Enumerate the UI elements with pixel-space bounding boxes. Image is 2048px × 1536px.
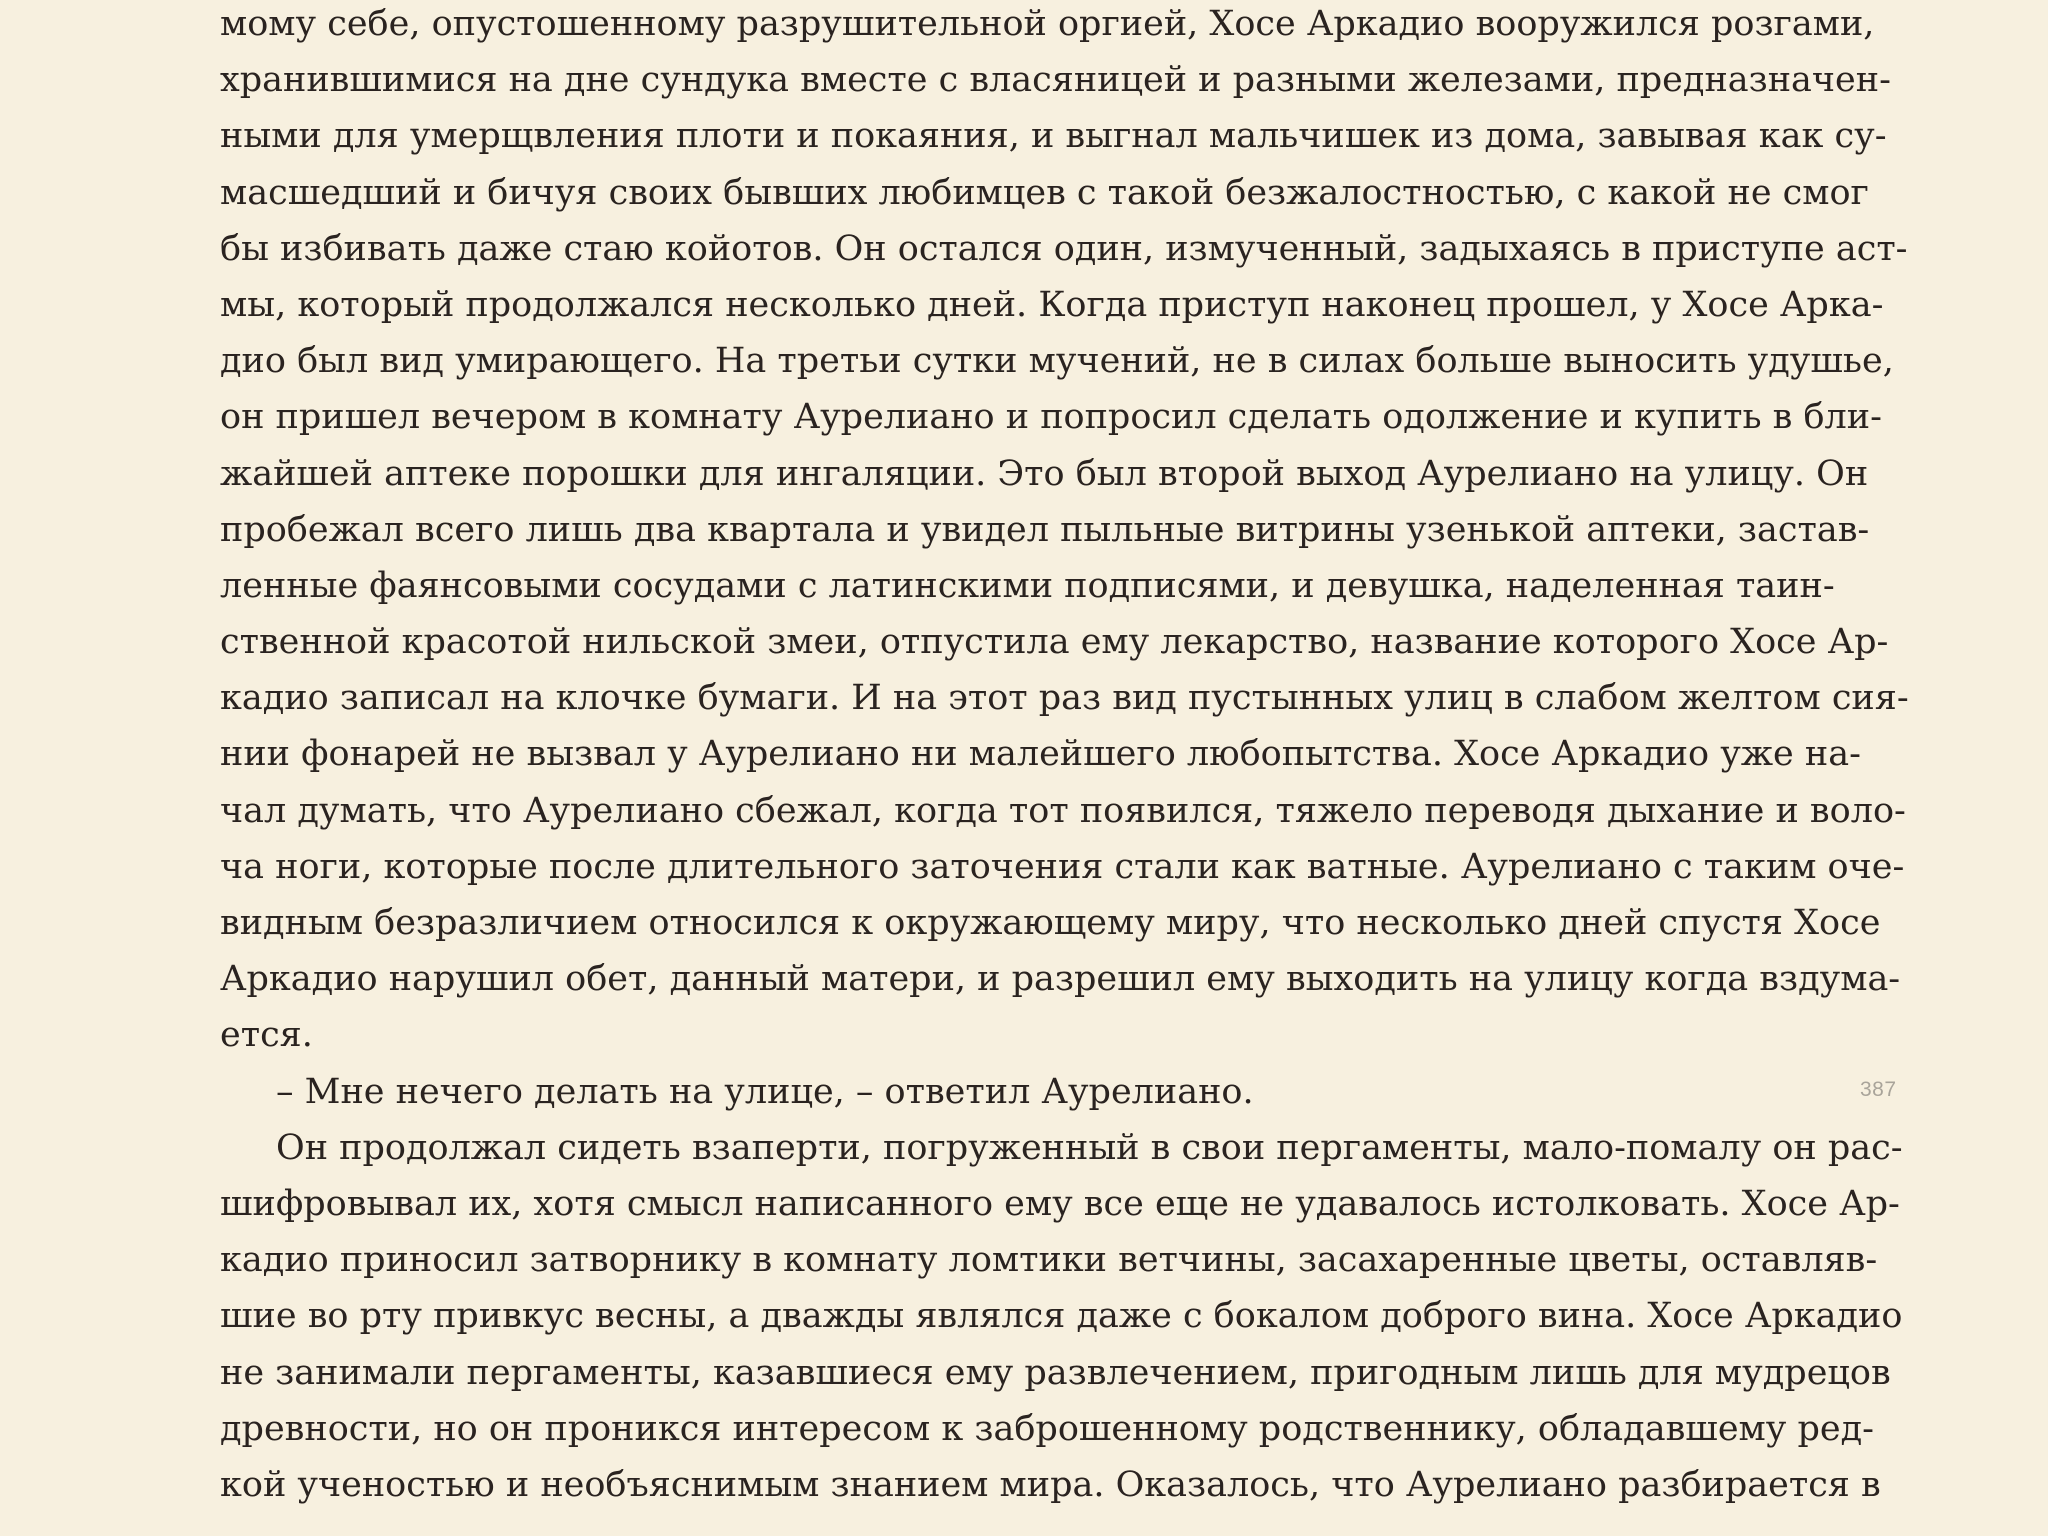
text-line: ными для умерщвления плоти и покаяния, и выгнал мальчишек из дома, завывая как су- (220, 116, 1887, 157)
text-line: нии фонарей не вызвал у Аурелиано ни малейшего любопытства. Хосе Аркадио уже на- (220, 734, 1861, 775)
text-line: кадио приносил затворнику в комнату ломтики ветчины, засахаренные цветы, оставляв- (220, 1240, 1878, 1281)
text-line: мы, который продолжался несколько дней. Когда приступ наконец прошел, у Хосе Арка- (220, 284, 1884, 325)
text-line: хранившимися на дне сундука вместе с власяницей и разными железами, предназначен- (220, 60, 1891, 101)
text-line: жайшей аптеке порошки для ингаляции. Это был второй выход Аурелиано на улицу. Он (220, 453, 1869, 494)
text-line: пробежал всего лишь два квартала и увидел пыльные витрины узенькой аптеки, застав- (220, 509, 1870, 550)
text-line: Аркадио нарушил обет, данный матери, и разрешил ему выходить на улицу когда вздума- (220, 959, 1901, 1000)
text-line: он пришел вечером в комнату Аурелиано и попросил сделать одолжение и купить в бли- (220, 397, 1882, 438)
text-line: масшедший и бичуя своих бывших любимцев с такой безжалостностью, с какой не смог (220, 172, 1869, 213)
paragraph-end-line: ется. (220, 1015, 313, 1056)
paragraph-start-line: Он продолжал сидеть взаперти, погруженный в свои пергаменты, мало-помалу он рас- (276, 1127, 1903, 1168)
text-line: бы избивать даже стаю койотов. Он остался один, измученный, задыхаясь в приступе аст- (220, 228, 1908, 269)
page-number: 387 (1860, 1078, 1897, 1101)
text-line: древности, но он проникся интересом к заброшенному родственнику, обладавшему ред- (220, 1408, 1874, 1449)
text-line: ственной красотой нильской змеи, отпустила ему лекарство, название которого Хосе Ар- (220, 622, 1889, 663)
text-line: ленные фаянсовыми сосудами с латинскими подписями, и девушка, наделенная таин- (220, 565, 1835, 606)
text-line: кой ученостью и необъяснимым знанием мира. Оказалось, что Аурелиано разбирается в (220, 1464, 1881, 1505)
text-line: дио был вид умирающего. На третьи сутки мучений, не в силах больше выносить удушье, (220, 341, 1894, 382)
text-line: видным безразличием относился к окружающему миру, что несколько дней спустя Хосе (220, 903, 1881, 943)
text-line: ча ноги, которые после длительного заточения стали как ватные. Аурелиано с таким оче- (220, 846, 1905, 887)
text-line: кадио записал на клочке бумаги. И на этот раз вид пустынных улиц в слабом желтом сия- (220, 678, 1909, 719)
text-line: шие во рту привкус весны, а дважды являлся даже с бокалом доброго вина. Хосе Аркадио (220, 1296, 1903, 1337)
text-line: шифровывал их, хотя смысл написанного ему все еще не удавалось истолковать. Хосе Ар- (220, 1183, 1900, 1224)
text-line: чал думать, что Аурелиано сбежал, когда тот появился, тяжело переводя дыхание и воло- (220, 790, 1906, 831)
dialogue-line: – Мне нечего делать на улице, – ответил Аурелиано. (276, 1071, 1254, 1112)
text-line: не занимали пергаменты, казавшиеся ему развлечением, пригодным лишь для мудрецов (220, 1352, 1891, 1393)
text-line: мому себе, опустошенному разрушительной оргией, Хосе Аркадио вооружился розгами, (220, 4, 1875, 44)
